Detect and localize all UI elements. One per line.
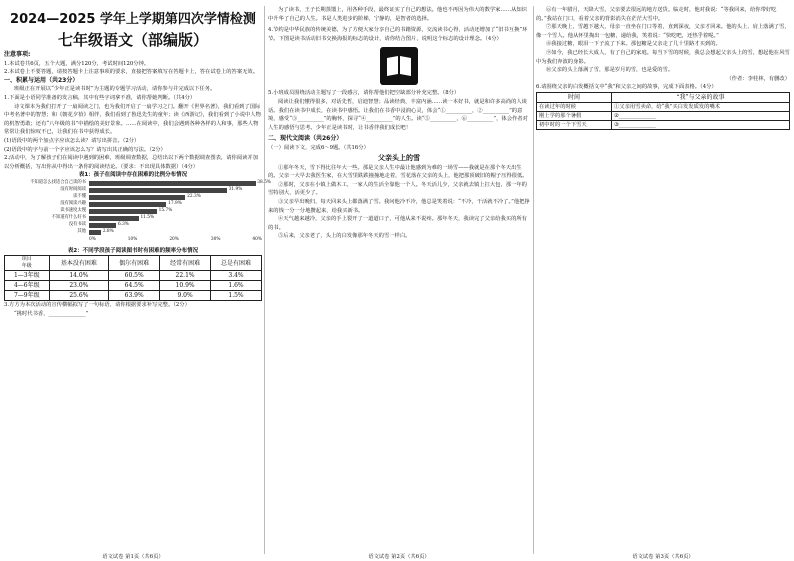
story-paragraph: ⑩父亲的头上落满了雪，那是岁月的雪，也是爱的雪。 (546, 67, 674, 74)
chart-bar (89, 202, 166, 207)
notice-heading: 注意事项: (4, 51, 31, 58)
story-paragraph: ③父亲早出晚归，每天回来头上都落满了雪。我问他冷不冷，他总是笑着说：“不冷，干活就不冷了。”他把挣来的钱一分一分地攒起来，给我买新书。 (268, 198, 530, 214)
table-cell: 25.6% (49, 291, 109, 301)
table-header: 总是有困难 (211, 256, 262, 271)
bar-chart (4, 179, 271, 236)
exam-title: 2024—2025 学年上学期第四次学情检测 (10, 12, 256, 27)
chart-data-label: 22.3% (187, 193, 201, 199)
table-header: 时间 (537, 92, 612, 102)
page-2 (268, 6, 530, 554)
question-2: 2.活动中，为了解孩子们在阅读中遇到的困难，班级调查数据，总结出以下两个数据调查图表，请你阅读并加以分析概括，写出你从中得出一条你的阅读结论。（要求：不出现具体数据）（4分） (4, 155, 259, 170)
exam-subtitle: 七年级语文（部编版） (57, 31, 208, 49)
frequency-table (4, 255, 262, 301)
question-3: 3.方方为本次活动的宣传横幅拟写了一句标语，请你根据要求补写完整。（2分） (4, 302, 190, 309)
table-cell: 23.0% (49, 281, 109, 291)
table-cell: 10.9% (160, 281, 211, 291)
chart-x-tick: 0% (89, 236, 96, 242)
question-5-passage: 阅读让我们懂得很多，对话先哲，启迪智慧；品读经典，丰富内涵……读一本好书，就是和许多高尚的人谈话。我们在读书中成长，在读书中感悟。让我们在书香中浸润心灵，体会“①__________，②__________”的意境，感受“③__________”的胸怀，探寻“④__________”的人生。读“⑤__________，⑥__________”，体会作者对人生的感悟与思考。少年正是读书时，让书香伴我们成长吧！ (268, 98, 528, 131)
notice-item: 1.本试卷共6页，五个大题，满分120分，考试时间120分钟。 (4, 60, 150, 67)
chart-category-label: 不知道有什么好书 (51, 215, 86, 221)
table-cell-grade: 1—3年级 (5, 271, 50, 281)
table-header: 偶尔有困难 (109, 256, 160, 271)
chart-category-label: 没有书读 (68, 222, 86, 228)
chart-category-label: 其他 (77, 229, 86, 235)
table-cell-grade: 7—9年级 (5, 291, 50, 301)
column-divider (533, 6, 534, 554)
table-cell: 3.4% (211, 271, 262, 281)
chart-bar (89, 230, 101, 235)
passage-1: 诗文课本为我们打开了一扇阅读之门，也为我们开启了一扇学习之门。翻开《世界名著》，我们看到了国际中考名著中的智慧；和《朝花夕拾》相伴，我们看到了鲁迅先生的童年；读《西游记》，我们看到了小说中人物的机智勇敢；还有“八年级的书”中描绘的美好景象。……在阅读中，我们会遇到各种各样的人和事，那些人物常常让我们惊叹不已，让我们在书中获得成长。 (4, 103, 261, 136)
chart-x-tick: 20% (169, 236, 179, 242)
table-cell-story: ③______________ (612, 120, 790, 129)
chart-x-tick: 40% (252, 236, 262, 242)
page-3-footer: 语文试卷 第3页（共6页） (632, 554, 694, 560)
story-paragraph: ②那时，父亲在小镇上做木工，一家人的生活全靠他一个人。冬天活儿少，父亲就去镇上扛大包，那一年的雪特别大，活更少了。 (268, 181, 527, 197)
chart-category-label: 读不懂 (73, 194, 86, 200)
table-header: 基本没有困难 (49, 256, 109, 271)
chart-data-label: 15.7% (158, 207, 173, 213)
story-author: （作者：李桂林，有删改） (726, 75, 790, 82)
section1-heading: 一、积累与运用（共23分） (4, 76, 79, 84)
chart-bar (89, 216, 139, 221)
table-corner: 项目 年级 (5, 256, 50, 271)
question-3-blank: “挑时代书香，______________” (14, 310, 89, 317)
table-cell-time: 初中时的一个下雪天 (537, 120, 612, 129)
question-3-tail: 为了读书，王子长期蒸馏上，用各种手段，最终证实了自己的想法。他也不再因为伟大的数学家……从知识中升华了自己的人生。书是人类进步的阶梯，宁静的，是智者的选择。 (268, 7, 527, 22)
part1-heading: （一）阅读下文，完成6～9题。（共16分） (268, 144, 369, 151)
chart-data-label: 31.9% (228, 186, 243, 192)
table-header: 经常有困难 (160, 256, 211, 271)
table-cell: 60.5% (109, 271, 160, 281)
table-cell: 64.5% (109, 281, 160, 291)
table-cell: 14.0% (49, 271, 109, 281)
table-cell-grade: 4—6年级 (5, 281, 50, 291)
figure-2-title: 表2：不同学段孩子阅读图书时有困难的频率分布情况 (67, 247, 199, 254)
story-paragraph: ⑨如今，我已经长大成人，有了自己的家庭。每当下雪的时候，我总会想起父亲头上的雪，想起他在风雪中为我们奔波的身影。 (536, 49, 790, 65)
chart-data-label: 17.9% (168, 200, 182, 206)
story-title: 父亲头上的雪 (378, 153, 420, 162)
story-paragraph: ①那年冬天，雪下得比往年大一些。那是父亲人生中最让他感到为难的一场雪——我就是在那个冬天出生的。父亲一大早去我医生家，在大雪里跌跌撞撞地走着，雪花落在父亲的头上，他把那顶破旧的帽子压得很低。 (268, 164, 528, 180)
table-cell: 9.0% (160, 291, 211, 301)
question-4: 4.节约是中华民族的传统美德，为了方便大家分享自己的书籍资源，交流读书心得，活动还增加了“旧书互换”环节。下图是读书活动旧书交换海报的标志的设计，请你结合图片，说明这个标志的设计理念。（4分） (268, 27, 528, 42)
table-cell: 1.5% (211, 291, 262, 301)
chart-category-label: 读书速度太慢 (60, 208, 86, 214)
question-1-sub: (2)语段中的字与前一个字应该怎么写？请写出其正确的写法。（2分） (4, 146, 166, 153)
chart-category-label: 不知道怎么找适合自己读的书 (30, 180, 86, 186)
question-1: 1.下面是小语同学准备的发言稿，其中有些字词拿不准，请你帮她判断。（共4分） (4, 94, 196, 101)
column-divider (264, 6, 265, 554)
book-exchange-logo-icon (380, 47, 418, 85)
table-row (537, 120, 790, 129)
page-2-footer: 语文试卷 第2页（共6页） (368, 554, 430, 560)
table-cell: 22.1% (160, 271, 211, 281)
chart-x-tick: 10% (127, 236, 138, 242)
chart-x-axis (4, 236, 262, 245)
section1-intro: 班级正在开展以“少年正是读书时”为主题的专题学习活动，请你参与并完成以下任务。 (14, 86, 216, 93)
chart-bar (89, 188, 227, 193)
table-row (5, 291, 262, 301)
story-paragraph: ⑥有一年腊月，天降大雪，父亲要去很远的地方送货。临走时，他对我说：“等我回来，给你带好吃的。”我站在门口，看着父亲的背影消失在茫茫大雪中。 (536, 7, 777, 22)
table-header: “我”与父亲的故事 (612, 92, 790, 102)
story-paragraph: ⑧我接过糖，眼泪一下子流了下来。那包糖是父亲走了几十里路才买到的。 (546, 41, 721, 48)
table-cell: 1.6% (211, 281, 262, 291)
section2-heading: 二、现代文阅读（共26分） (268, 135, 343, 143)
table-cell-time: 在读过年的时候 (537, 102, 612, 111)
page-1-footer: 语文试卷 第1页（共6页） (102, 554, 164, 560)
question-1-sub: (1)语段中的两个加点字应该怎么读？请写出拼音。（2分） (4, 137, 140, 144)
story-table (536, 92, 790, 130)
chart-data-label: 11.5% (140, 214, 155, 220)
story-paragraph: ⑦那天晚上，雪越下越大，母亲一直坐在门口等着，直到深夜，父亲才回来。他的头上、肩上落满了雪，像一个雪人。他从怀里掏出一包糖，递给我，笑着说：“快吃吧，还热乎着呢。” (536, 24, 790, 39)
table-row (537, 102, 790, 111)
table-row (5, 271, 262, 281)
page-3 (536, 6, 790, 554)
chart-data-label: 38.5% (257, 179, 271, 185)
table-cell: 63.9% (109, 291, 160, 301)
question-5: 5.小班成员围绕活动主题写了一段感言，请你帮他们把空缺部分补充完整。（8分） (268, 90, 460, 97)
table-cell-story: ②______________ (612, 111, 790, 120)
chart-category-label: 没有时间阅读 (60, 187, 86, 193)
chart-data-label: 2.8% (102, 228, 114, 234)
table-cell-time: 刚上学的那个暑假 (537, 111, 612, 120)
question-6: 6.请围绕父亲的白发概括文中“我”和父亲之间的故事，完成下面表格。（4分） (536, 84, 717, 91)
table-row (5, 281, 262, 291)
figure-1-title: 表1：孩子在阅读中存在困难的比例分布情况 (78, 172, 188, 179)
notice-item: 2.本试卷上不要答题，请按答题卡上注意事项的要求，直接把答案填写在答题卡上，答在试卷上的答案无效。 (4, 69, 259, 76)
chart-data-label: 6.3% (117, 221, 129, 227)
story-paragraph: ⑤后来，父亲老了，头上的白发像那年冬天的雪一样白。 (278, 233, 411, 240)
chart-category-label: 没有阅读兴趣 (60, 201, 86, 207)
story-paragraph: ④天气越来越冷，父亲的手上裂开了一道道口子，可他从来不说疼。那年冬天，我读完了父亲给我买的所有的书。 (268, 216, 527, 231)
page-1 (4, 6, 271, 554)
chart-x-tick: 30% (210, 236, 221, 242)
table-row (537, 111, 790, 120)
table-cell-story: ①父亲用雪卖命，给“我”买白发发质发的嘴术 (612, 102, 790, 111)
chart-bar-row (4, 229, 262, 236)
